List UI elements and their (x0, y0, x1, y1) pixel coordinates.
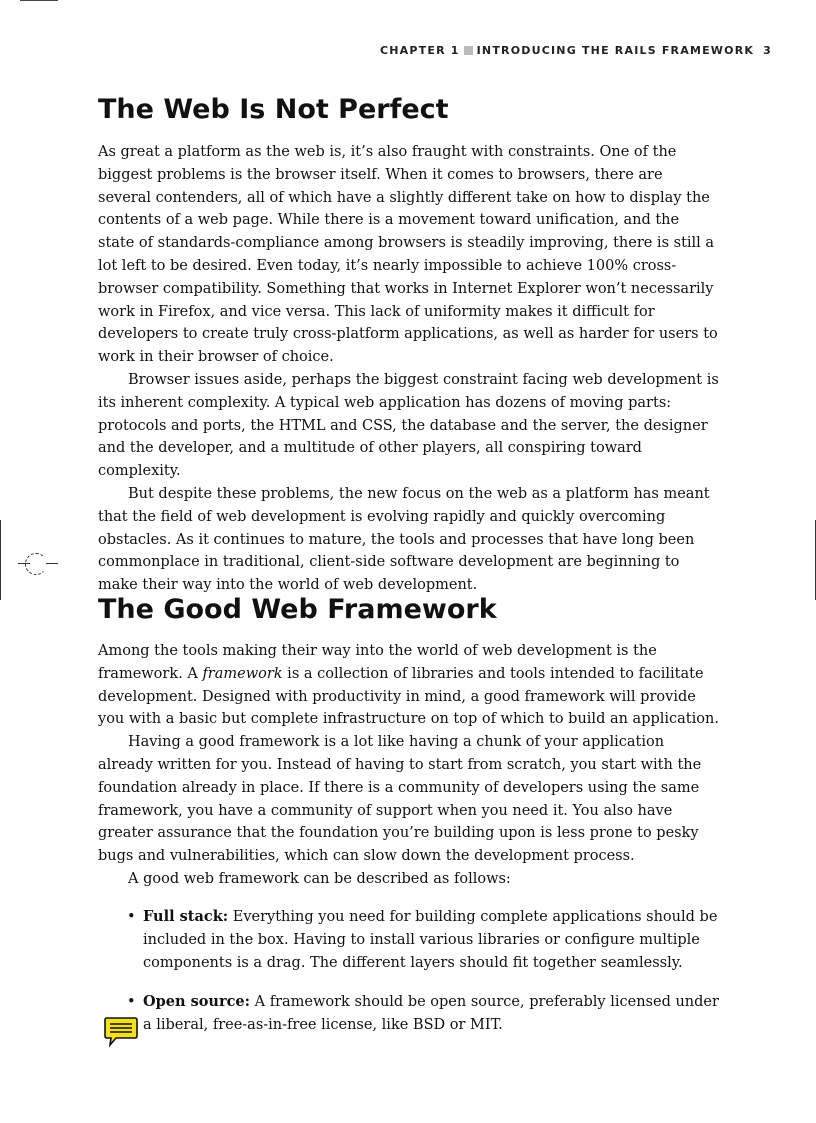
section1-body (98, 141, 720, 597)
paragraph: But despite these problems, the new focus on the web as a platform has meant that the field of web development is evolving rapidly and quickly overcoming obstacles. As it continues to mature, the tools and processes that have long been commonplace in traditional, client-side software development are beginning to make their way into the world of web development. (98, 485, 710, 594)
section-web-not-perfect (98, 94, 720, 126)
header-chapter-title (380, 44, 754, 57)
bullet-icon: • (127, 994, 136, 1010)
note-icon (104, 1014, 138, 1048)
list-item-term: Open source: (143, 993, 251, 1010)
list-item-term: Full stack: (143, 908, 229, 925)
registration-mark (25, 553, 47, 575)
feature-list (98, 906, 720, 974)
emphasis-term: framework (202, 665, 283, 682)
list-item-text: Everything you need for building complete applications should be included in the box. Having to install various libraries or configure multiple components is a drag. The different layers should fit together seamlessly. (143, 909, 718, 971)
text-span: is a collection of libraries and tools intended to facilitate development. Designed with productivity in mind, a good framework will provide you with a basic but complete infrastructure on top of which to build an application. (98, 665, 719, 728)
paragraph: A good web framework can be described as follows: (128, 870, 511, 887)
list-item-text: A framework should be open source, preferably licensed under a liberal, free-as-in-free license, like BSD or MIT. (143, 994, 719, 1033)
crop-mark-left-h2 (46, 563, 58, 564)
text-span: Among the tools making their way into the world of web development is the framework. A (98, 643, 657, 682)
paragraph: Browser issues aside, perhaps the biggest constraint facing web development is its inherent complexity. A typical web application has dozens of moving parts: protocols and ports, the HTML and CSS, the database and the server, the designer and the developer, and a multitude of other players, all conspiring toward complexity. (98, 371, 719, 480)
feature-list-2 (98, 991, 720, 1037)
header-chapter: CHAPTER 1 (380, 44, 460, 57)
crop-mark-top (20, 0, 58, 1)
bullet-icon: • (127, 909, 136, 925)
list-item (98, 991, 720, 1037)
section2-body (98, 640, 720, 891)
section-heading: The Web Is Not Perfect (98, 94, 449, 125)
running-header (380, 44, 780, 57)
paragraph (98, 640, 720, 731)
section-heading: The Good Web Framework (98, 594, 497, 625)
header-title: INTRODUCING THE RAILS FRAMEWORK (476, 44, 755, 57)
list-item (98, 906, 720, 974)
page-number: 3 (763, 44, 772, 57)
section-good-web-framework (98, 594, 720, 626)
paragraph: Having a good framework is a lot like having a chunk of your application already written for you. Instead of having to start from scratch, you start with the foundation already in place. If there is a community of developers using the same framework, you have a community of support when you need it. You also have greater assurance that the foundation you’re building upon is less prone to pesky bugs and vulnerabilities, which can slow down the development process. (98, 734, 702, 865)
header-separator-icon (464, 46, 473, 55)
paragraph: As great a platform as the web is, it’s also fraught with constraints. One of the biggest problems is the browser itself. When it comes to browsers, there are several contenders, all of which have a slightly different take on how to display the contents of a web page. While there is a movement toward unification, and the state of standards-compliance among browsers is steadily improving, there is still a lot left to be desired. Even today, it’s nearly impossible to achieve 100% cross-browser compatibility. Something that works in Internet Explorer won’t necessarily work in Firefox, and vice versa. This lack of uniformity makes it difficult for developers to create truly cross-platform applications, as well as harder for users to work in their browser of choice. (98, 144, 718, 366)
crop-mark-left (0, 520, 1, 600)
